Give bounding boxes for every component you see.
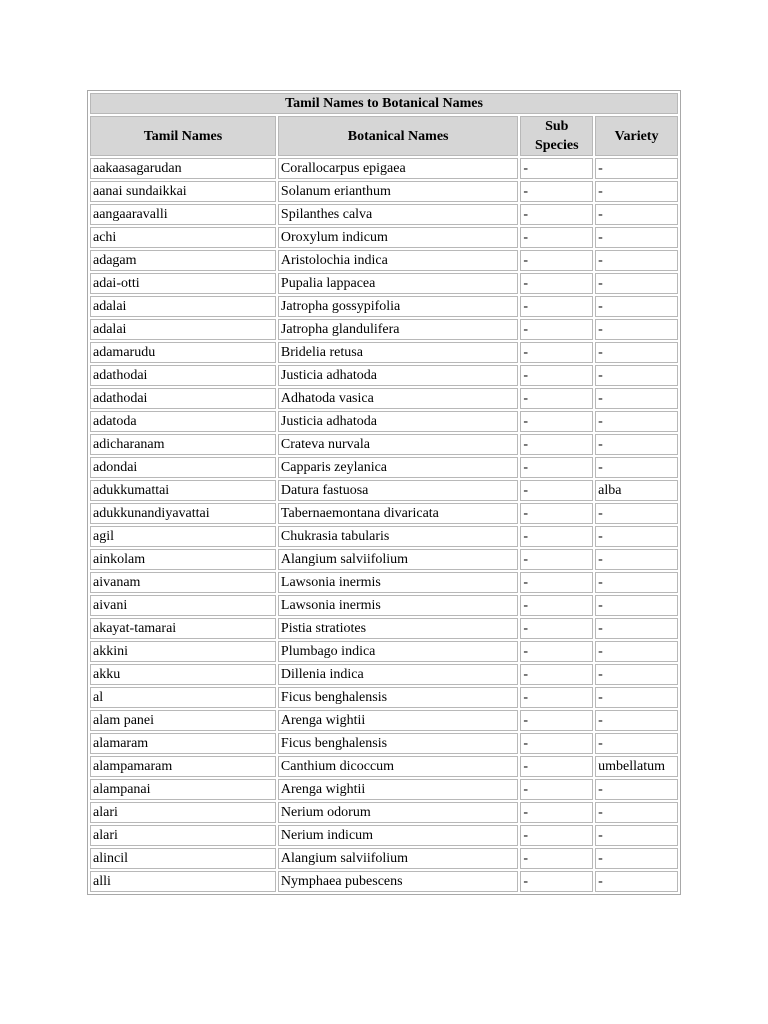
table-row — [90, 641, 678, 662]
tamil-name-cell: adamarudu — [90, 342, 276, 363]
document-page — [87, 90, 681, 895]
table-row — [90, 342, 678, 363]
sub-species-cell: - — [520, 227, 593, 248]
variety-cell: - — [595, 273, 678, 294]
botanical-name-cell: Dillenia indica — [278, 664, 518, 685]
table-row — [90, 250, 678, 271]
tamil-name-cell: alari — [90, 802, 276, 823]
variety-cell: - — [595, 641, 678, 662]
botanical-name-cell: Alangium salviifolium — [278, 848, 518, 869]
sub-species-cell: - — [520, 618, 593, 639]
sub-species-cell: - — [520, 503, 593, 524]
tamil-name-cell: adathodai — [90, 365, 276, 386]
header-sub-species — [520, 116, 593, 156]
botanical-name-cell: Nerium indicum — [278, 825, 518, 846]
sub-species-cell: - — [520, 595, 593, 616]
header-sub-species-line-1: Sub — [545, 119, 569, 134]
tamil-name-cell: aakaasagarudan — [90, 158, 276, 179]
table-row — [90, 779, 678, 800]
variety-cell: - — [595, 871, 678, 892]
sub-species-cell: - — [520, 871, 593, 892]
table-row — [90, 411, 678, 432]
botanical-name-cell: Arenga wightii — [278, 710, 518, 731]
table-row — [90, 480, 678, 501]
botanical-name-cell: Arenga wightii — [278, 779, 518, 800]
sub-species-cell: - — [520, 687, 593, 708]
sub-species-cell: - — [520, 411, 593, 432]
tamil-name-cell: alam panei — [90, 710, 276, 731]
sub-species-cell: - — [520, 779, 593, 800]
table-row — [90, 549, 678, 570]
variety-cell: - — [595, 733, 678, 754]
tamil-name-cell: adondai — [90, 457, 276, 478]
table-row — [90, 227, 678, 248]
botanical-name-cell: Canthium dicoccum — [278, 756, 518, 777]
tamil-name-cell: alli — [90, 871, 276, 892]
botanical-name-cell: Justicia adhatoda — [278, 365, 518, 386]
tamil-name-cell: alari — [90, 825, 276, 846]
sub-species-cell: - — [520, 549, 593, 570]
variety-cell: - — [595, 595, 678, 616]
table-row — [90, 710, 678, 731]
header-botanical-names: Botanical Names — [278, 116, 518, 156]
table-row — [90, 802, 678, 823]
botanical-name-cell: Nerium odorum — [278, 802, 518, 823]
tamil-name-cell: akkini — [90, 641, 276, 662]
sub-species-cell: - — [520, 526, 593, 547]
botanical-name-cell: Tabernaemontana divaricata — [278, 503, 518, 524]
botanical-name-cell: Lawsonia inermis — [278, 595, 518, 616]
botanical-name-cell: Jatropha gossypifolia — [278, 296, 518, 317]
table-row — [90, 733, 678, 754]
variety-cell: - — [595, 388, 678, 409]
botanical-name-cell: Capparis zeylanica — [278, 457, 518, 478]
tamil-name-cell: adukkunandiyavattai — [90, 503, 276, 524]
sub-species-cell: - — [520, 319, 593, 340]
variety-cell: - — [595, 825, 678, 846]
table-row — [90, 204, 678, 225]
header-tamil-names: Tamil Names — [90, 116, 276, 156]
table-title-row — [90, 93, 678, 114]
table-row — [90, 365, 678, 386]
botanical-name-cell: Ficus benghalensis — [278, 687, 518, 708]
table-row — [90, 158, 678, 179]
table-row — [90, 273, 678, 294]
sub-species-cell: - — [520, 204, 593, 225]
tamil-name-cell: alamaram — [90, 733, 276, 754]
table-row — [90, 319, 678, 340]
tamil-botanical-table — [87, 90, 681, 895]
botanical-name-cell: Datura fastuosa — [278, 480, 518, 501]
table-title: Tamil Names to Botanical Names — [90, 93, 678, 114]
variety-cell: - — [595, 181, 678, 202]
botanical-name-cell: Corallocarpus epigaea — [278, 158, 518, 179]
variety-cell: - — [595, 342, 678, 363]
sub-species-cell: - — [520, 664, 593, 685]
botanical-name-cell: Justicia adhatoda — [278, 411, 518, 432]
botanical-name-cell: Solanum erianthum — [278, 181, 518, 202]
botanical-name-cell: Plumbago indica — [278, 641, 518, 662]
tamil-name-cell: adagam — [90, 250, 276, 271]
table-row — [90, 572, 678, 593]
variety-cell: - — [595, 664, 678, 685]
header-variety: Variety — [595, 116, 678, 156]
variety-cell: alba — [595, 480, 678, 501]
table-row — [90, 181, 678, 202]
sub-species-cell: - — [520, 572, 593, 593]
sub-species-cell: - — [520, 365, 593, 386]
tamil-name-cell: agil — [90, 526, 276, 547]
sub-species-cell: - — [520, 802, 593, 823]
sub-species-cell: - — [520, 733, 593, 754]
table-row — [90, 618, 678, 639]
tamil-name-cell: ainkolam — [90, 549, 276, 570]
botanical-name-cell: Crateva nurvala — [278, 434, 518, 455]
sub-species-cell: - — [520, 710, 593, 731]
table-row — [90, 664, 678, 685]
variety-cell: - — [595, 204, 678, 225]
variety-cell: - — [595, 572, 678, 593]
sub-species-cell: - — [520, 296, 593, 317]
variety-cell: - — [595, 687, 678, 708]
tamil-name-cell: adatoda — [90, 411, 276, 432]
variety-cell: - — [595, 779, 678, 800]
tamil-name-cell: aangaaravalli — [90, 204, 276, 225]
variety-cell: - — [595, 526, 678, 547]
table-row — [90, 687, 678, 708]
variety-cell: - — [595, 503, 678, 524]
tamil-name-cell: al — [90, 687, 276, 708]
sub-species-cell: - — [520, 181, 593, 202]
tamil-name-cell: adai-otti — [90, 273, 276, 294]
table-row — [90, 825, 678, 846]
tamil-name-cell: alampanai — [90, 779, 276, 800]
botanical-name-cell: Ficus benghalensis — [278, 733, 518, 754]
variety-cell: - — [595, 158, 678, 179]
table-row — [90, 871, 678, 892]
variety-cell: - — [595, 434, 678, 455]
sub-species-cell: - — [520, 434, 593, 455]
botanical-name-cell: Alangium salviifolium — [278, 549, 518, 570]
tamil-name-cell: adathodai — [90, 388, 276, 409]
table-row — [90, 434, 678, 455]
variety-cell: - — [595, 411, 678, 432]
tamil-name-cell: alampamaram — [90, 756, 276, 777]
tamil-name-cell: alincil — [90, 848, 276, 869]
botanical-name-cell: Aristolochia indica — [278, 250, 518, 271]
botanical-name-cell: Adhatoda vasica — [278, 388, 518, 409]
botanical-name-cell: Lawsonia inermis — [278, 572, 518, 593]
table-row — [90, 526, 678, 547]
botanical-name-cell: Nymphaea pubescens — [278, 871, 518, 892]
botanical-name-cell: Chukrasia tabularis — [278, 526, 518, 547]
header-sub-species-line-2: Species — [534, 138, 579, 153]
table-row — [90, 296, 678, 317]
variety-cell: - — [595, 848, 678, 869]
variety-cell: - — [595, 365, 678, 386]
table-row — [90, 457, 678, 478]
variety-cell: - — [595, 250, 678, 271]
tamil-name-cell: akku — [90, 664, 276, 685]
tamil-name-cell: aanai sundaikkai — [90, 181, 276, 202]
sub-species-cell: - — [520, 480, 593, 501]
sub-species-cell: - — [520, 825, 593, 846]
tamil-name-cell: adalai — [90, 319, 276, 340]
sub-species-cell: - — [520, 273, 593, 294]
table-row — [90, 756, 678, 777]
tamil-name-cell: aivanam — [90, 572, 276, 593]
sub-species-cell: - — [520, 342, 593, 363]
botanical-name-cell: Pistia stratiotes — [278, 618, 518, 639]
tamil-name-cell: akayat-tamarai — [90, 618, 276, 639]
variety-cell: - — [595, 296, 678, 317]
variety-cell: umbellatum — [595, 756, 678, 777]
variety-cell: - — [595, 618, 678, 639]
variety-cell: - — [595, 227, 678, 248]
table-row — [90, 848, 678, 869]
tamil-name-cell: adalai — [90, 296, 276, 317]
table-row — [90, 388, 678, 409]
table-header-row — [90, 116, 678, 156]
sub-species-cell: - — [520, 641, 593, 662]
variety-cell: - — [595, 710, 678, 731]
sub-species-cell: - — [520, 158, 593, 179]
sub-species-cell: - — [520, 250, 593, 271]
table-row — [90, 503, 678, 524]
tamil-name-cell: achi — [90, 227, 276, 248]
tamil-name-cell: aivani — [90, 595, 276, 616]
variety-cell: - — [595, 802, 678, 823]
table-body — [90, 158, 678, 892]
botanical-name-cell: Oroxylum indicum — [278, 227, 518, 248]
tamil-name-cell: adukkumattai — [90, 480, 276, 501]
botanical-name-cell: Spilanthes calva — [278, 204, 518, 225]
sub-species-cell: - — [520, 457, 593, 478]
tamil-name-cell: adicharanam — [90, 434, 276, 455]
sub-species-cell: - — [520, 848, 593, 869]
variety-cell: - — [595, 319, 678, 340]
sub-species-cell: - — [520, 388, 593, 409]
botanical-name-cell: Jatropha glandulifera — [278, 319, 518, 340]
variety-cell: - — [595, 549, 678, 570]
table-row — [90, 595, 678, 616]
variety-cell: - — [595, 457, 678, 478]
botanical-name-cell: Pupalia lappacea — [278, 273, 518, 294]
botanical-name-cell: Bridelia retusa — [278, 342, 518, 363]
sub-species-cell: - — [520, 756, 593, 777]
